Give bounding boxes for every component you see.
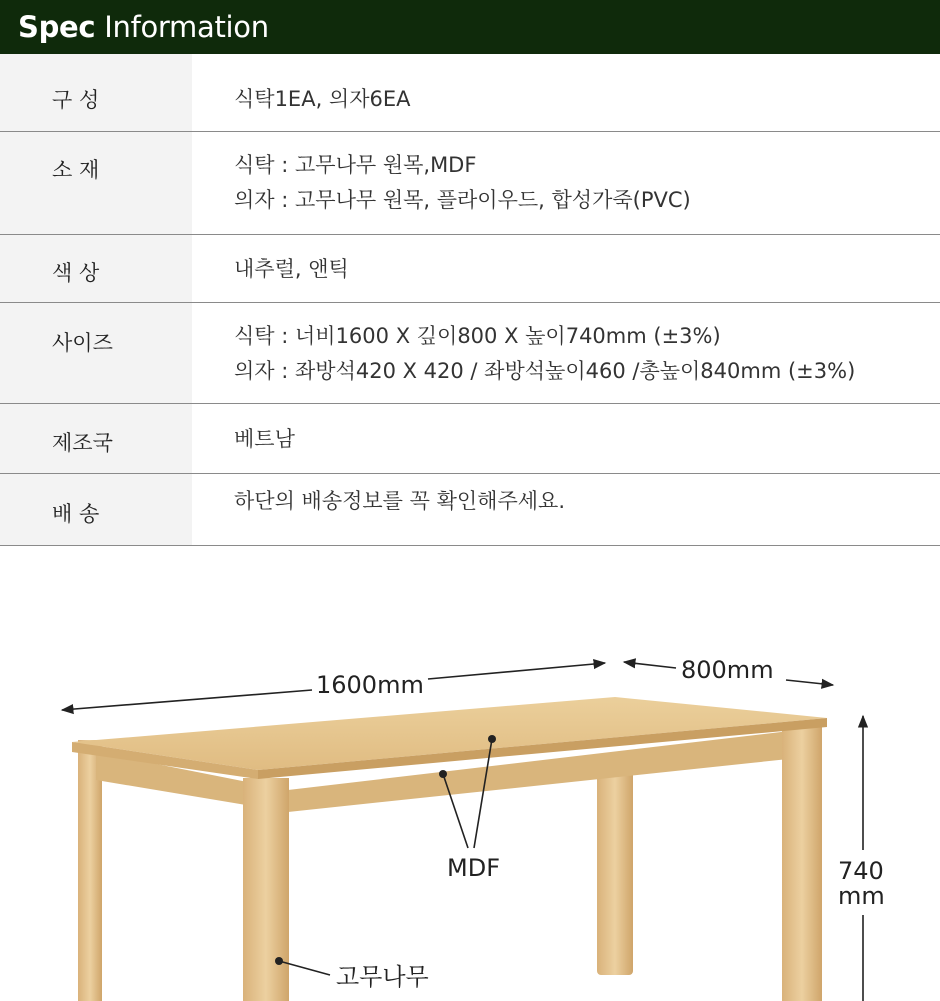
height-label-unit: mm xyxy=(838,882,885,910)
header-title-light: Information xyxy=(104,10,269,44)
back-right-leg xyxy=(597,770,633,975)
spec-label: 제조국 xyxy=(0,404,192,473)
mdf-label: MDF xyxy=(447,854,500,882)
spec-label: 소 재 xyxy=(0,132,192,234)
header-title-bold: Spec xyxy=(18,10,96,44)
spec-value xyxy=(234,82,940,117)
spec-value xyxy=(234,319,940,389)
spec-value-line: 식탁1EA, 의자6EA xyxy=(234,87,411,111)
spec-value-line: 하단의 배송정보를 꼭 확인해주세요. xyxy=(234,489,565,513)
spec-row-size xyxy=(0,303,940,404)
table-dimension-diagram xyxy=(0,560,940,1001)
width-label: 1600mm xyxy=(316,671,424,699)
leg-material-label: 고무나무 xyxy=(336,963,429,991)
spec-value xyxy=(234,422,940,457)
spec-value xyxy=(234,148,940,218)
front-right-leg xyxy=(782,726,822,1001)
depth-label: 800mm xyxy=(681,656,774,684)
front-left-leg xyxy=(243,778,289,1001)
spec-value-line: 의자 : 좌방석420 X 420 / 좌방석높이460 /총높이840mm (±3%) xyxy=(234,359,856,383)
depth-arrow-left xyxy=(624,662,676,668)
spec-value xyxy=(234,484,940,519)
spec-value-line: 식탁 : 고무나무 원목,MDF xyxy=(234,153,477,177)
spec-row-composition xyxy=(0,54,940,132)
spec-row-material xyxy=(0,132,940,235)
spec-header xyxy=(0,0,940,54)
spec-value-line: 의자 : 고무나무 원목, 플라이우드, 합성가죽(PVC) xyxy=(234,188,691,212)
header-title xyxy=(18,10,269,44)
spec-value-line: 식탁 : 너비1600 X 깊이800 X 높이740mm (±3%) xyxy=(234,324,721,348)
spec-label: 구 성 xyxy=(0,54,192,131)
spec-label: 배 송 xyxy=(0,474,192,545)
height-label-value: 740 xyxy=(838,857,884,885)
spec-row-color xyxy=(0,235,940,303)
spec-label: 사이즈 xyxy=(0,303,192,403)
spec-row-origin xyxy=(0,404,940,474)
depth-arrow-right xyxy=(786,680,833,685)
spec-value-line: 베트남 xyxy=(234,427,295,451)
width-arrow-right xyxy=(428,663,605,679)
spec-row-delivery xyxy=(0,474,940,546)
spec-value-line: 내추럴, 앤틱 xyxy=(234,257,349,281)
spec-value xyxy=(234,252,940,287)
width-arrow-left xyxy=(62,690,312,710)
spec-label: 색 상 xyxy=(0,235,192,302)
